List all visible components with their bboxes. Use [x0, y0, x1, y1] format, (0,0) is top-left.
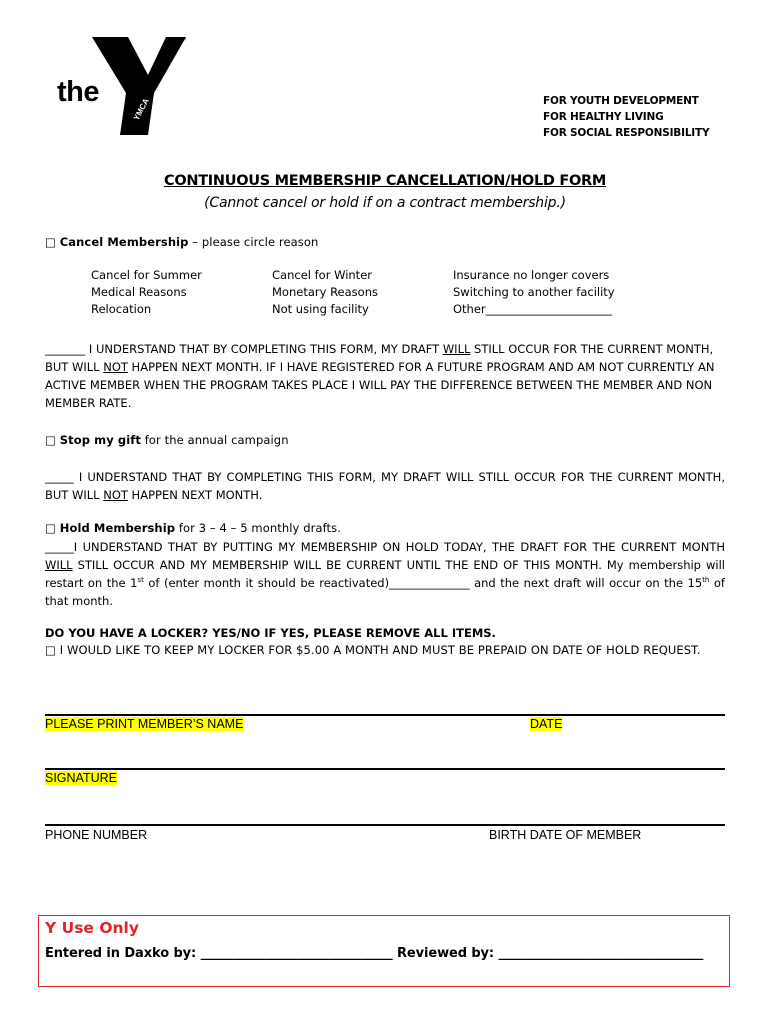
tagline-healthy: FOR HEALTHY LIVING	[543, 111, 664, 123]
date-label: DATE	[530, 717, 563, 731]
reason-monetary[interactable]: Monetary Reasons	[272, 285, 378, 299]
locker-keep-text: I WOULD LIKE TO KEEP MY LOCKER FOR $5.00 A MONTH AND MUST BE PREPAID ON DATE OF HOLD REQUEST.	[59, 643, 701, 657]
cancel-checkbox[interactable]: □	[45, 235, 56, 249]
reason-switching[interactable]: Switching to another facility	[453, 285, 615, 299]
cancel-membership-label: Cancel Membership	[59, 235, 189, 249]
reason-not-using[interactable]: Not using facility	[272, 302, 369, 316]
hold-checkbox[interactable]: □	[45, 521, 56, 535]
tagline-youth: FOR YOUTH DEVELOPMENT	[543, 95, 699, 107]
hold-initial-blank[interactable]: _____	[45, 540, 74, 554]
reason-cancel-winter[interactable]: Cancel for Winter	[272, 268, 372, 282]
hold-membership-label: Hold Membership	[59, 521, 176, 535]
gift-initial-blank[interactable]: _____	[45, 470, 74, 484]
logo-the-text: the	[57, 76, 99, 108]
locker-keep-checkbox[interactable]: □	[45, 643, 56, 657]
locker-question: DO YOU HAVE A LOCKER? YES/NO IF YES, PLEASE REMOVE ALL ITEMS.	[45, 626, 496, 640]
signature-label: SIGNATURE	[45, 771, 117, 785]
cancel-membership-suffix: – please circle reason	[188, 235, 319, 249]
member-name-line[interactable]	[45, 714, 725, 716]
trademark-mark: ™	[180, 38, 186, 44]
cancel-acknowledgement: _______ I UNDERSTAND THAT BY COMPLETING THIS FORM, MY DRAFT WILL STILL OCCUR FOR THE CURRENT MONTH, BUT WILL NOT HAPPEN NEXT MONTH. IF I HAVE REGISTERED FOR A FUTURE PROGRAM AND AM NOT CURRENTLY AN ACTIVE MEMBER WHEN THE PROGRAM TAKES PLACE I WILL PAY THE DIFFERENCE BETWEEN THE MEMBER AND NON MEMBER RATE.	[45, 342, 715, 410]
member-name-label: PLEASE PRINT MEMBER’S NAME	[45, 717, 244, 731]
phone-line[interactable]	[45, 824, 725, 826]
reviewed-by-label: Reviewed by:	[392, 946, 499, 961]
hold-membership-option	[45, 521, 341, 535]
reason-medical[interactable]: Medical Reasons	[91, 285, 187, 299]
ymca-logo-icon	[92, 35, 192, 140]
y-use-entry-line	[45, 946, 703, 961]
reviewed-by-blank[interactable]: ________________________________	[498, 946, 704, 961]
hold-membership-suffix: for 3 – 4 – 5 monthly drafts.	[175, 521, 341, 535]
ymca-logo-letters: YMCA	[131, 96, 151, 122]
phone-number-label: PHONE NUMBER	[45, 828, 148, 842]
stop-gift-label: Stop my gift	[59, 433, 142, 447]
stop-gift-option	[45, 433, 289, 447]
cancel-membership-option	[45, 235, 318, 249]
gift-acknowledgement: _____ I UNDERSTAND THAT BY COMPLETING THIS FORM, MY DRAFT WILL STILL OCCUR FOR THE CURRENT MONTH, BUT WILL NOT HAPPEN NEXT MONTH.	[45, 470, 725, 502]
birth-date-label: BIRTH DATE OF MEMBER	[489, 828, 642, 842]
stop-gift-checkbox[interactable]: □	[45, 433, 56, 447]
tagline-social: FOR SOCIAL RESPONSIBILITY	[543, 127, 710, 139]
y-use-only-title: Y Use Only	[45, 919, 139, 937]
reason-relocation[interactable]: Relocation	[91, 302, 152, 316]
form-title: CONTINUOUS MEMBERSHIP CANCELLATION/HOLD FORM	[164, 173, 606, 189]
entered-in-daxko-label: Entered in Daxko by:	[45, 946, 201, 961]
entered-in-daxko-blank[interactable]: ______________________________	[200, 946, 393, 961]
reason-insurance[interactable]: Insurance no longer covers	[453, 268, 610, 282]
locker-keep-option	[45, 643, 701, 657]
form-subtitle: (Cannot cancel or hold if on a contract membership.)	[204, 195, 566, 211]
reason-cancel-summer[interactable]: Cancel for Summer	[91, 268, 202, 282]
hold-acknowledgement: _____I UNDERSTAND THAT BY PUTTING MY MEMBERSHIP ON HOLD TODAY, THE DRAFT FOR THE CURRENT MONTH WILL STILL OCCUR AND MY MEMBERSHIP WILL BE CURRENT UNTIL THE END OF THIS MONTH. My membership will restart on the 1st of (enter month it should be reactivated)______________ and the next draft will occur on the 15th of that month.	[45, 540, 725, 608]
cancel-initial-blank[interactable]: _______	[45, 342, 86, 356]
reason-other[interactable]: Other______________________	[453, 302, 613, 316]
stop-gift-suffix: for the annual campaign	[141, 433, 289, 447]
signature-line[interactable]	[45, 768, 725, 770]
